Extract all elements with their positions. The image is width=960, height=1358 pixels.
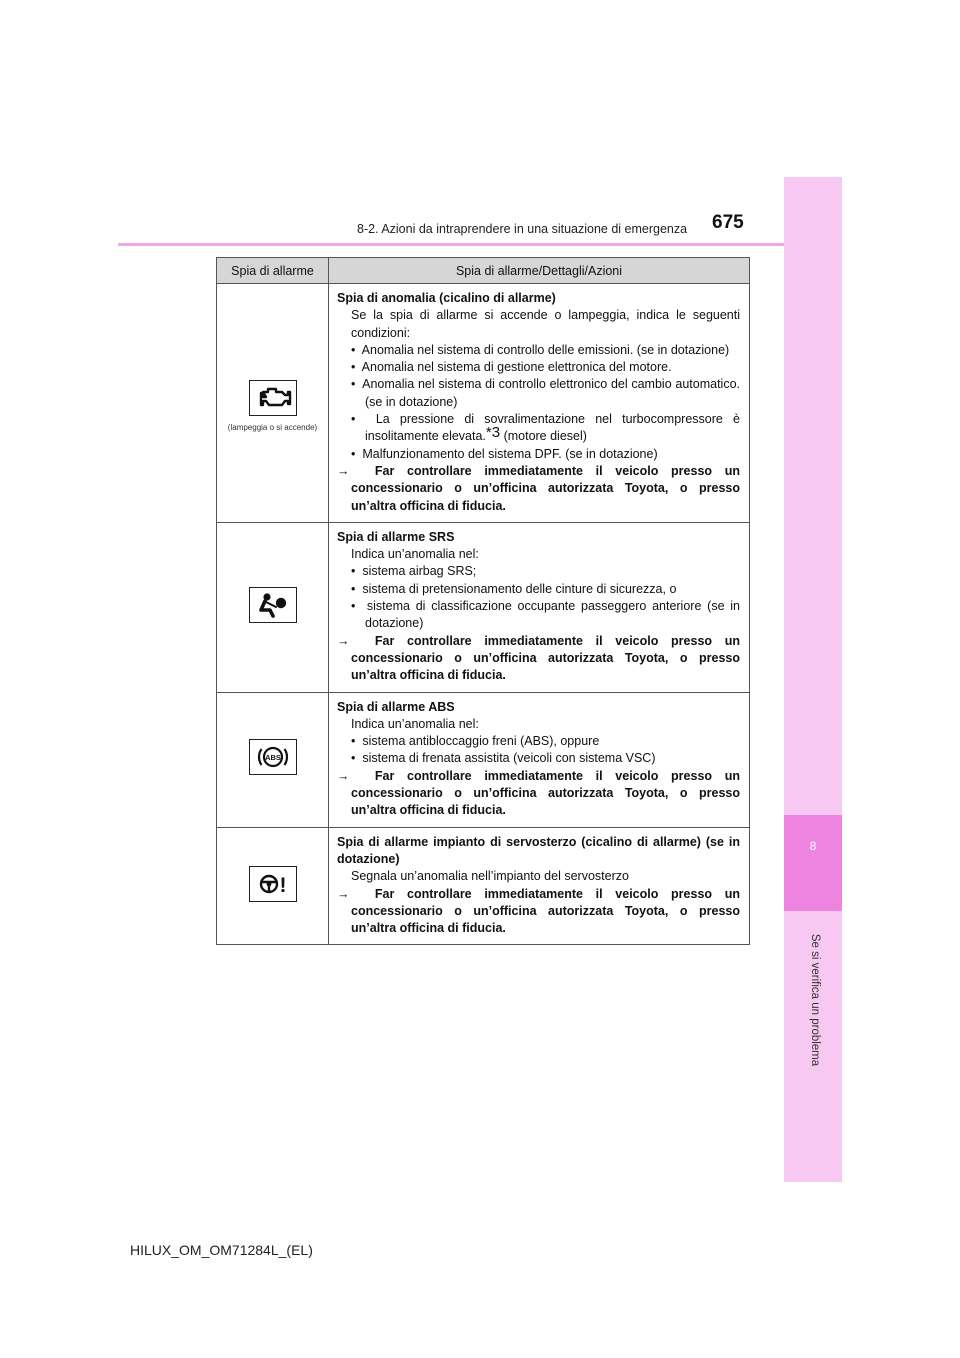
icon-cell [217, 827, 329, 945]
row-intro: Indica un’anomalia nel: [351, 716, 479, 731]
row-action: → Far controllare immediatamente il veicolo presso un concessionario o un’officina autorizzata Toyota, o presso un’altra officina di fiducia. [337, 886, 740, 936]
table-row [217, 522, 750, 692]
exclamation-mark: ! [279, 873, 286, 897]
list-item: • Anomalia nel sistema di controllo elettronico del cambio automatico. (se in dotazione) [351, 377, 740, 409]
row-intro: Se la spia di allarme si accende o lampeggia, indica le seguenti condizioni: [351, 308, 740, 340]
row-intro: Indica un’anomalia nel: [351, 547, 479, 562]
check-engine-icon [249, 380, 297, 416]
list-item: • sistema di classificazione occupante passeggero anteriore (se in dotazione) [351, 599, 740, 631]
abs-label: ABS [264, 752, 281, 762]
list-item: • sistema di frenata assistita (veicoli con sistema VSC) [351, 751, 656, 766]
icon-cell [217, 284, 329, 523]
chapter-number: 8 [784, 815, 842, 911]
column-header-details: Spia di allarme/Dettagli/Azioni [329, 258, 750, 284]
details-cell [329, 522, 750, 692]
details-cell [329, 692, 750, 827]
row-action: → Far controllare immediatamente il veicolo presso un concessionario o un’officina autorizzata Toyota, o presso un’altra officina di fiducia. [337, 463, 740, 513]
table-header-row [217, 258, 750, 284]
list-item: • sistema airbag SRS; [351, 564, 477, 579]
table-row [217, 284, 750, 523]
details-cell [329, 827, 750, 945]
list-item: • sistema di pretensionamento delle cinture di sicurezza, o [351, 581, 677, 596]
table-row [217, 827, 750, 945]
abs-warning-icon [249, 739, 297, 775]
row-intro: Segnala un’anomalia nell’impianto del servosterzo [351, 869, 629, 884]
list-item: • sistema antibloccaggio freni (ABS), oppure [351, 734, 600, 749]
row-action: → Far controllare immediatamente il veicolo presso un concessionario o un’officina autorizzata Toyota, o presso un’altra officina di fiducia. [337, 633, 740, 683]
row-action: → Far controllare immediatamente il veicolo presso un concessionario o un’officina autorizzata Toyota, o presso un’altra officina di fiducia. [337, 768, 740, 818]
footer-code: HILUX_OM_OM71284L_(EL) [130, 1242, 313, 1258]
list-item: • La pressione di sovralimentazione nel turbocompressore è insolitamente elevata.$^{*3}$ (motore diesel) [351, 412, 740, 444]
row-title: Spia di allarme SRS [337, 529, 455, 544]
warning-lights-table [216, 257, 750, 945]
list-item: • Malfunzionamento del sistema DPF. (se in dotazione) [351, 446, 658, 461]
row-title: Spia di anomalia (cicalino di allarme) [337, 291, 556, 305]
table-row [217, 692, 750, 827]
icon-note: (lampeggia o si accende) [227, 422, 318, 432]
icon-cell [217, 692, 329, 827]
page-number: 675 [712, 212, 744, 233]
header-rule [118, 243, 784, 246]
row-title: Spia di allarme impianto di servosterzo (cicalino di allarme) (se in dotazione) [337, 834, 740, 866]
list-item: • Anomalia nel sistema di gestione elettronica del motore. [351, 360, 672, 375]
chapter-label: Se si verifica un problema [809, 933, 821, 1067]
srs-airbag-icon [249, 587, 297, 623]
list-item: • Anomalia nel sistema di controllo delle emissioni. (se in dotazione) [351, 342, 730, 357]
row-title: Spia di allarme ABS [337, 699, 455, 714]
power-steering-warning-icon [249, 866, 297, 902]
column-header-icon: Spia di allarme [217, 258, 329, 284]
icon-cell [217, 522, 329, 692]
section-title: 8-2. Azioni da intraprendere in una situazione di emergenza [357, 222, 688, 236]
footnote-ref: *3 [485, 424, 501, 442]
details-cell [329, 284, 750, 523]
